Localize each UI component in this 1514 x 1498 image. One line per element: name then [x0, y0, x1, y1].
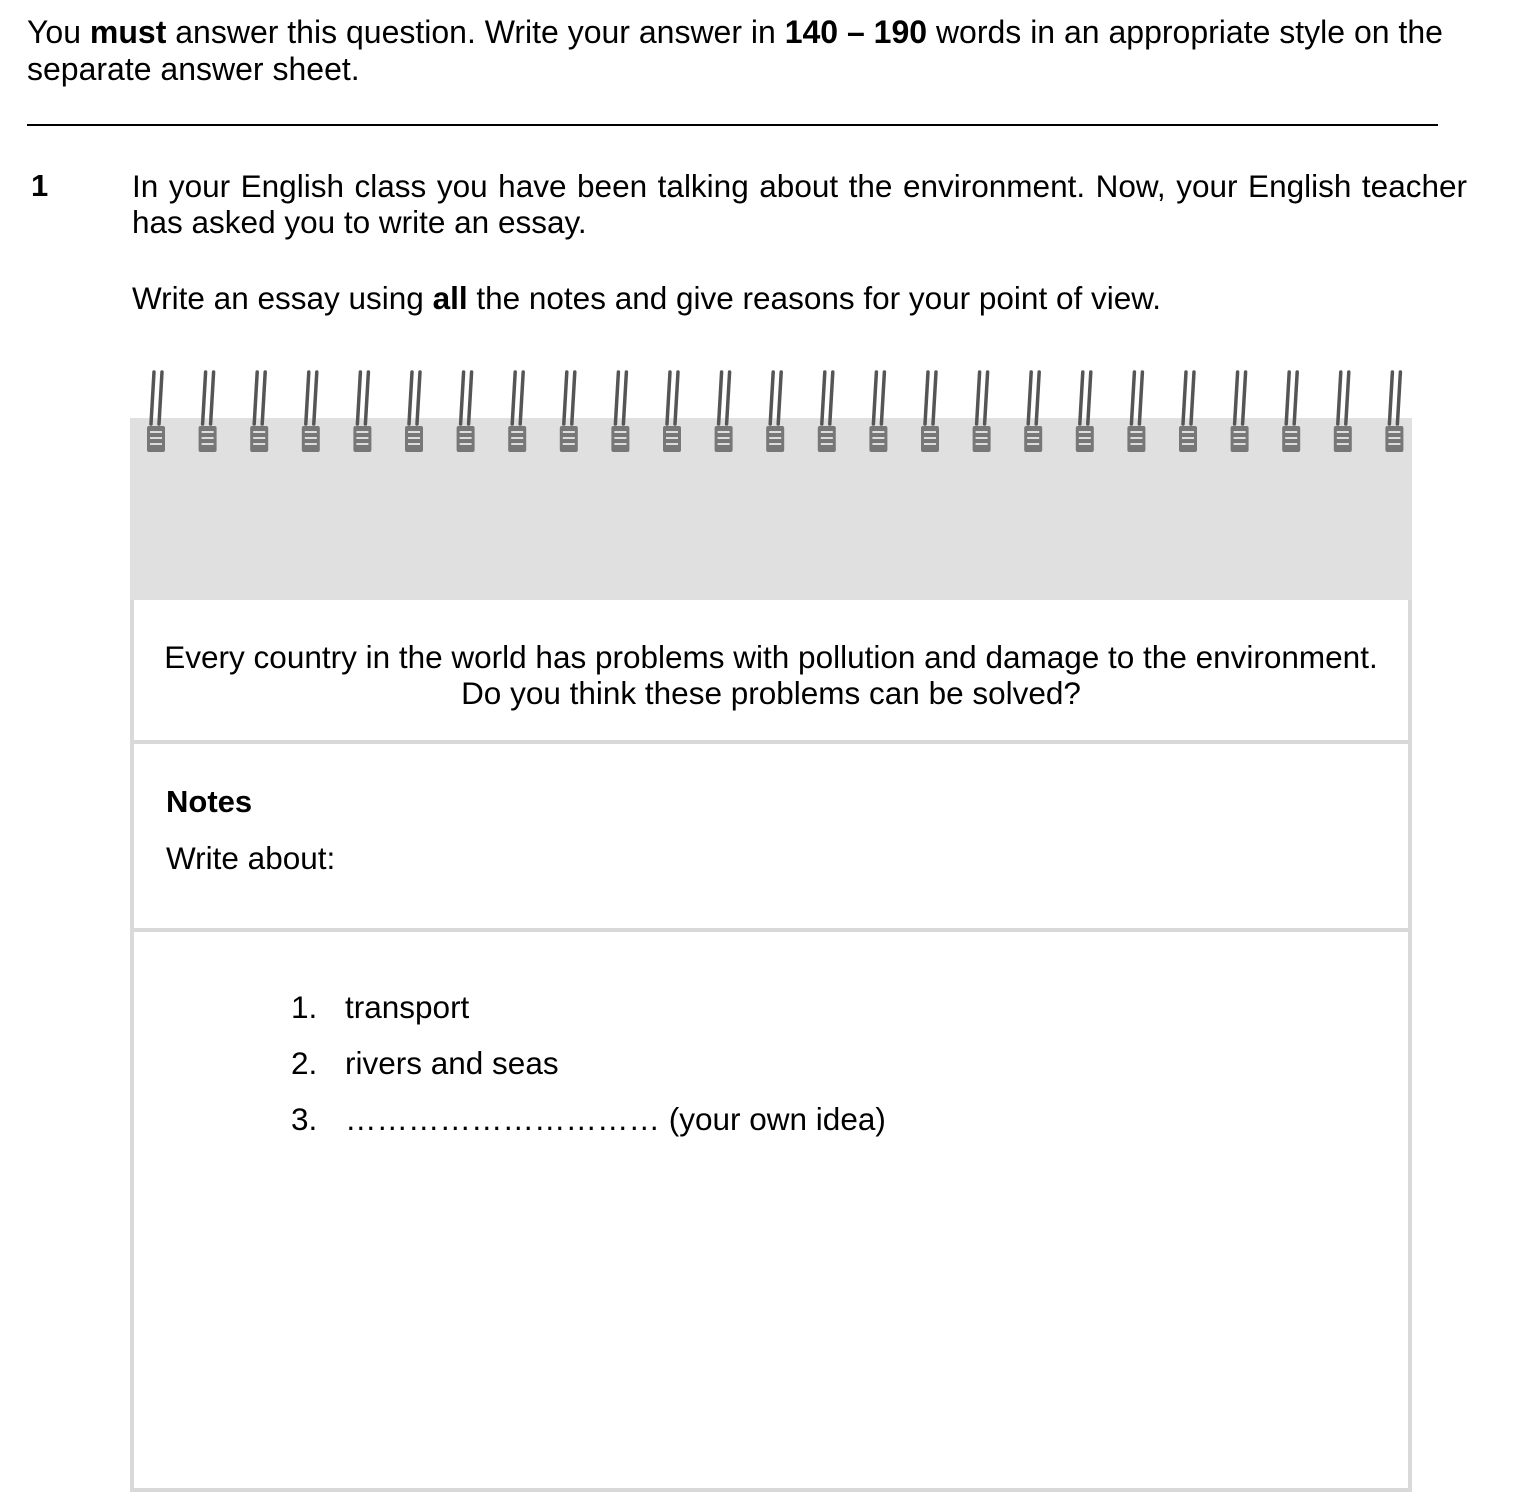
notes-title: Notes	[166, 784, 253, 819]
prompt-panel	[130, 600, 1412, 744]
task-emphasis: all	[432, 280, 468, 316]
notes-panel	[130, 744, 1412, 932]
spiral-ring	[611, 372, 629, 452]
spiral-ring	[457, 372, 475, 452]
notes-subtitle: Write about:	[166, 840, 336, 876]
note-number: 2.	[291, 1045, 318, 1081]
note-text: transport	[345, 989, 470, 1025]
spiral-ring	[1024, 372, 1042, 452]
spiral-binding-icon	[130, 362, 1412, 466]
note-item-rivers	[291, 1045, 559, 1082]
spiral-ring	[302, 372, 320, 452]
task-text: the notes and give reasons for your point of view.	[467, 280, 1162, 316]
spiral-ring	[869, 372, 887, 452]
spiral-ring	[1127, 372, 1145, 452]
spiral-ring	[921, 372, 939, 452]
instructions-text: You	[27, 14, 90, 50]
spiral-ring	[715, 372, 733, 452]
notebook-card	[130, 362, 1412, 1492]
instructions-must: must	[89, 14, 167, 50]
exam-instructions	[27, 14, 1497, 88]
spiral-ring	[818, 372, 836, 452]
note-text: rivers and seas	[345, 1045, 559, 1081]
note-number: 1.	[291, 989, 318, 1025]
spiral-ring	[1076, 372, 1094, 452]
question-number: 1	[31, 168, 49, 203]
spiral-ring	[1231, 372, 1249, 452]
spiral-ring	[560, 372, 578, 452]
spiral-ring	[1334, 372, 1352, 452]
spiral-ring	[973, 372, 991, 452]
note-text: ………………………… (your own idea)	[345, 1101, 886, 1137]
question-task	[132, 280, 1161, 316]
spiral-ring	[1282, 372, 1300, 452]
spiral-ring	[199, 372, 217, 452]
note-number: 3.	[291, 1101, 318, 1137]
note-item-own-idea	[291, 1101, 886, 1138]
instructions-text: words in an appropriate style on the separate answer sheet.	[27, 14, 1443, 87]
notes-list-panel	[130, 932, 1412, 1492]
spiral-ring	[1385, 372, 1403, 452]
task-text: Write an essay using	[132, 280, 433, 316]
word-range: 140 – 190	[784, 14, 928, 50]
spiral-ring	[353, 372, 371, 452]
spiral-ring	[405, 372, 423, 452]
prompt-line-2: Do you think these problems can be solved?	[461, 675, 1081, 711]
spiral-ring	[147, 372, 165, 452]
spiral-ring	[663, 372, 681, 452]
spiral-ring	[766, 372, 784, 452]
prompt-line-1: Every country in the world has problems with pollution and damage to the environment.	[164, 639, 1378, 675]
question-intro: In your English class you have been talking about the environment. Now, your English teacher has asked you to write an essay.	[132, 168, 1467, 240]
spiral-ring	[508, 372, 526, 452]
instructions-text: answer this question. Write your answer in	[166, 14, 785, 50]
divider-line	[27, 124, 1438, 126]
spiral-ring	[250, 372, 268, 452]
spiral-ring	[1179, 372, 1197, 452]
note-item-transport	[291, 989, 469, 1026]
